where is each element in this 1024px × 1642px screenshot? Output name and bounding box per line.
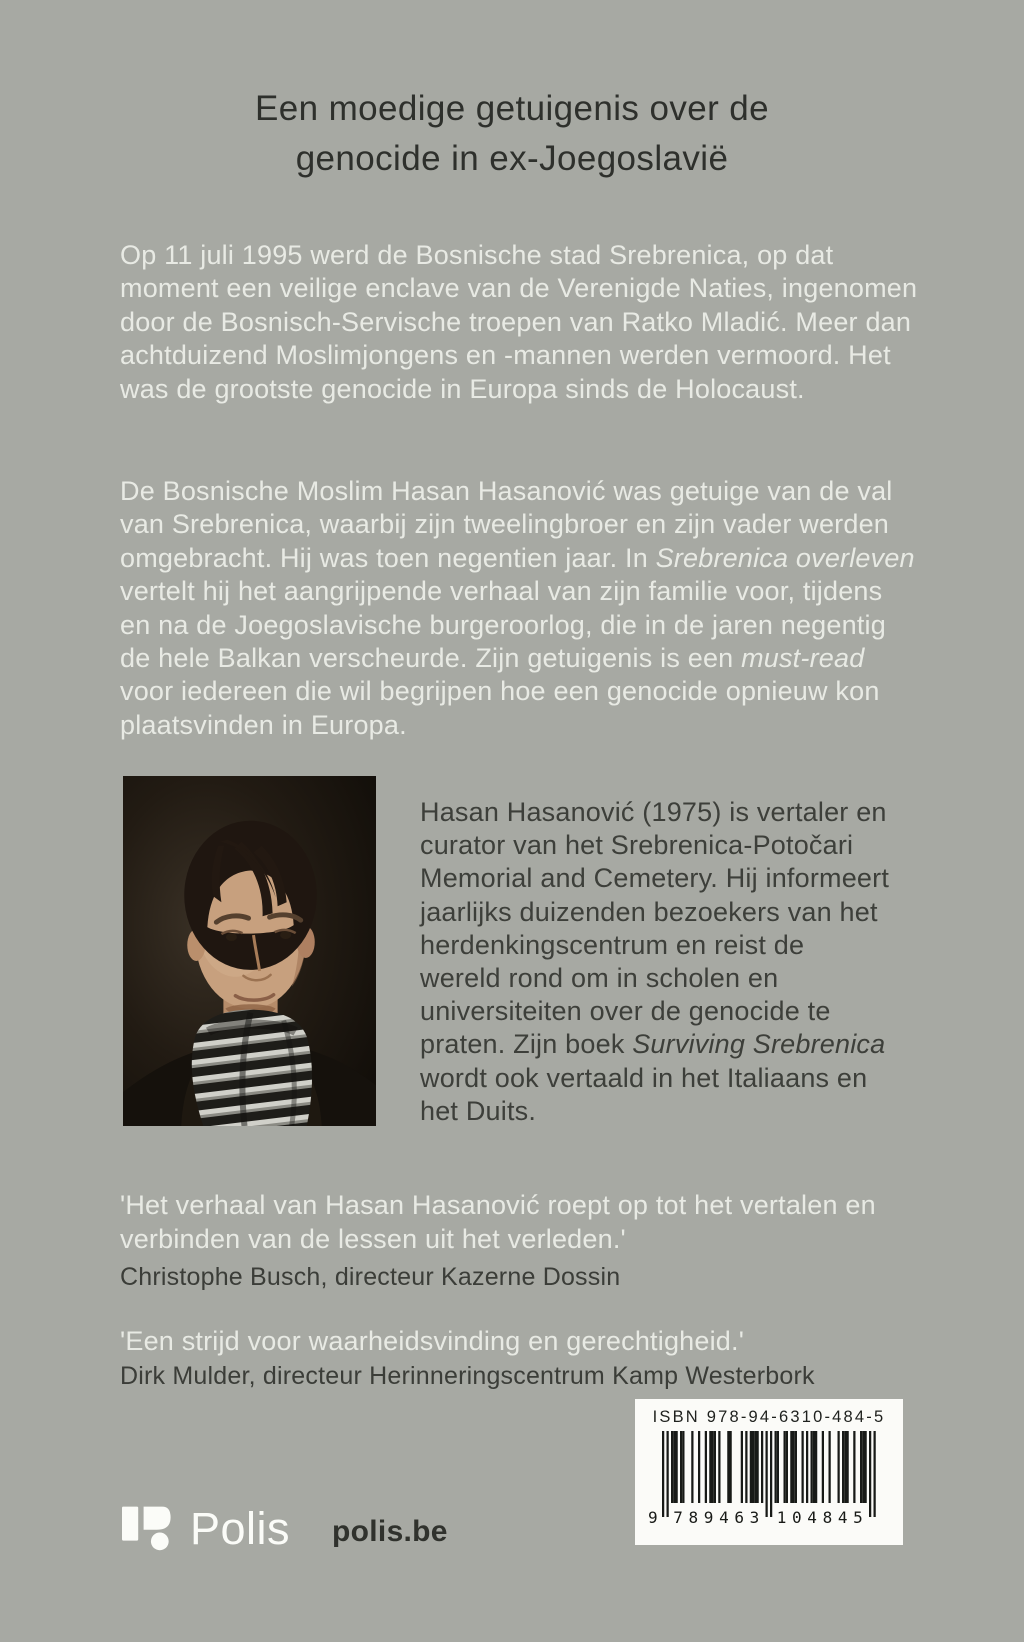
tagline-line-1: Een moedige getuigenis over de <box>254 89 769 128</box>
endorsement-quote-1: 'Het verhaal van Hasan Hasanović roept op tot het vertalen en verbinden van de lessen uit het verleden.' <box>120 1190 876 1254</box>
endorsement-attribution-1: Christophe Busch, directeur Kazerne Dossin <box>120 1263 621 1291</box>
author-photo <box>123 776 376 1126</box>
tagline <box>0 84 1024 184</box>
isbn-label: ISBN 978-94-6310-484-5 <box>652 1408 886 1426</box>
polis-logo-icon <box>122 1500 176 1558</box>
publisher-name: Polis <box>190 1503 291 1554</box>
story-paragraph: De Bosnische Moslim Hasan Hasanović was getuige van de val van Srebrenica, waarbij zijn tweelingbroer en zijn vader werden omgebracht. Hij was toen negentien jaar. In Srebrenica overleven vertelt hij het aangrijpende verhaal van zijn familie voor, tijdens en na de Joegoslavische burgeroorlog, die in de jaren negentig de hele Balkan verscheurde. Zijn getuigenis is een must-read voor iedereen die wil begrijpen hoe een genocide opnieuw kon plaatsvinden in Europa. <box>120 476 915 740</box>
svg-text:9: 9 <box>648 1508 658 1527</box>
publisher-block <box>122 1498 448 1560</box>
publisher-website: polis.be <box>332 1515 448 1548</box>
endorsement-attribution-2: Dirk Mulder, directeur Herinneringscentrum Kamp Westerbork <box>120 1362 815 1390</box>
author-bio: Hasan Hasanović (1975) is vertaler en curator van het Srebrenica-Potočari Memorial and Cemetery. Hij informeert jaarlijks duizenden bezoekers van het herdenkingscentrum en reist de wereld rond om in scholen en universiteiten over de genocide te praten. Zijn boek Surviving Srebrenica wordt ook vertaald in het Italiaans en het Duits. <box>420 797 890 1126</box>
endorsement-quote-2: 'Een strijd voor waarheidsvinding en gerechtigheid.' <box>120 1326 745 1356</box>
ean13-barcode <box>635 1431 903 1540</box>
author-portrait-illustration <box>123 776 376 1126</box>
svg-text:104845: 104845 <box>776 1508 863 1527</box>
intro-paragraph: Op 11 juli 1995 werd de Bosnische stad Srebrenica, op dat moment een veilige enclave van de Verenigde Naties, ingenomen door de Bosnisch-Servische troepen van Ratko Mladić. Meer dan achtduizend Moslimjongens en -mannen werden vermoord. Het was de grootste genocide in Europa sinds de Holocaust. <box>120 240 918 404</box>
isbn-barcode-panel <box>635 1399 903 1545</box>
tagline-line-2: genocide in ex-Joegoslavië <box>295 139 729 178</box>
svg-text:789463: 789463 <box>673 1508 760 1527</box>
